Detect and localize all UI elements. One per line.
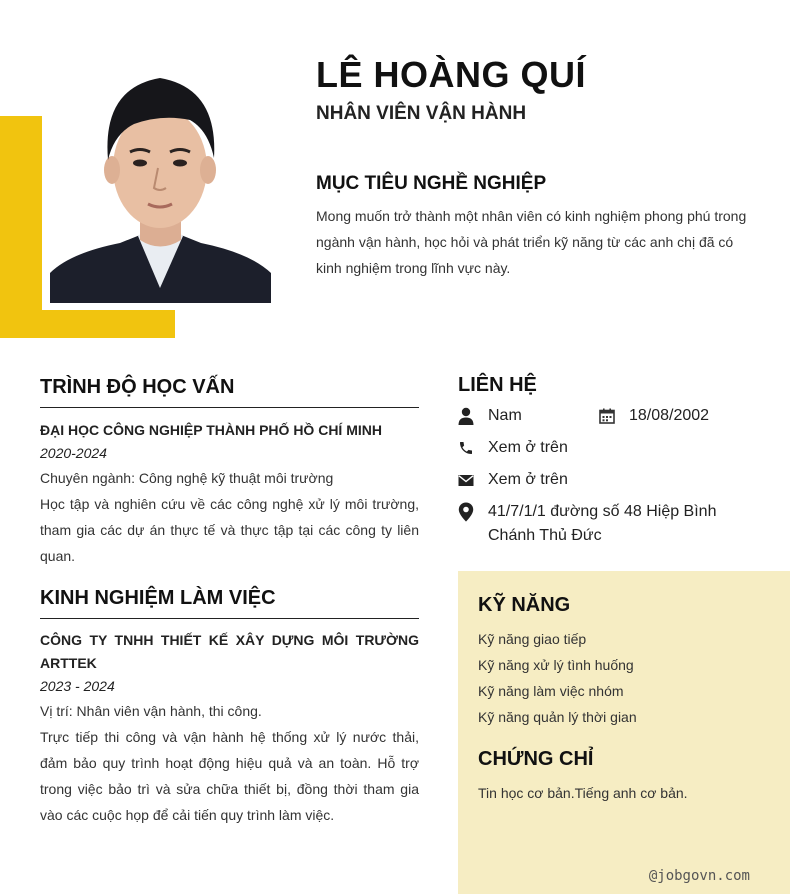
contact-heading: LIÊN HỆ xyxy=(458,374,537,396)
phone-value: Xem ở trên xyxy=(488,439,568,456)
phone-icon xyxy=(458,436,488,460)
location-pin-icon xyxy=(458,500,488,524)
accent-bar xyxy=(0,116,42,338)
dob-value: 18/08/2002 xyxy=(629,407,710,424)
contact-dob xyxy=(599,404,709,428)
contact-phone xyxy=(458,436,568,460)
mail-icon xyxy=(458,468,488,492)
experience-description: Trực tiếp thi công và vận hành hệ thống xử lý nước thải, đảm bảo quy trình hoạt động hiệu quả và an toàn. Hỗ trợ trong việc bảo trì và sửa chữa thiết bị, đồng thời tham gia vào các cuộc họp để cải tiến quy trình làm việc. xyxy=(40,729,419,823)
education-heading: TRÌNH ĐỘ HỌC VẤN xyxy=(40,376,419,408)
objective-text: Mong muốn trở thành một nhân viên có kinh nghiệm phong phú trong ngành vận hành, học hỏi và phát triển kỹ năng từ các anh chị đã có kinh nghiệm trong lĩnh vực này. xyxy=(316,208,747,276)
education-school: ĐẠI HỌC CÔNG NGHIỆP THÀNH PHỐ HỒ CHÍ MINH xyxy=(40,422,382,438)
skill-item: Kỹ năng giao tiếp xyxy=(478,631,587,647)
contact-address xyxy=(458,500,758,548)
gender-value: Nam xyxy=(488,407,522,424)
education-description: Học tập và nghiên cứu về các công nghệ xử lý môi trường, tham gia các dự án thực tế và thực tập tại các công ty liên quan. xyxy=(40,496,419,564)
contact-email xyxy=(458,468,568,492)
skill-item: Kỹ năng làm việc nhóm xyxy=(478,683,624,699)
skills-certificates-panel xyxy=(458,571,790,894)
watermark: @jobgovn.com xyxy=(648,868,750,884)
skill-item: Kỹ năng quản lý thời gian xyxy=(478,709,637,725)
experience-period: 2023 - 2024 xyxy=(40,678,115,694)
email-value: Xem ở trên xyxy=(488,471,568,488)
address-value: 41/7/1/1 đường số 48 Hiệp Bình Chánh Thủ Đức xyxy=(488,503,717,544)
certificates-text: Tin học cơ bản.Tiếng anh cơ bản. xyxy=(478,785,688,801)
experience-section xyxy=(40,587,419,828)
accent-foot xyxy=(0,310,175,338)
skill-item: Kỹ năng xử lý tình huống xyxy=(478,657,634,673)
experience-position: Vị trí: Nhân viên vận hành, thi công. xyxy=(40,703,262,719)
education-section xyxy=(40,376,419,569)
profile-photo xyxy=(50,48,271,303)
contact-gender xyxy=(458,404,522,428)
education-period: 2020-2024 xyxy=(40,445,107,461)
experience-heading: KINH NGHIỆM LÀM VIỆC xyxy=(40,587,419,619)
skills-heading: KỸ NĂNG xyxy=(478,594,571,616)
candidate-name: LÊ HOÀNG QUÍ xyxy=(316,54,587,95)
experience-company: CÔNG TY TNHH THIẾT KẾ XÂY DỰNG MÔI TRƯỜNG ARTTEK xyxy=(40,632,419,671)
certificates-heading: CHỨNG CHỈ xyxy=(478,748,594,770)
calendar-icon xyxy=(599,404,629,428)
education-major: Chuyên ngành: Công nghệ kỹ thuật môi trường xyxy=(40,470,334,486)
job-title: NHÂN VIÊN VẬN HÀNH xyxy=(316,103,527,124)
person-icon xyxy=(458,404,488,428)
objective-heading: MỤC TIÊU NGHỀ NGHIỆP xyxy=(316,173,547,194)
